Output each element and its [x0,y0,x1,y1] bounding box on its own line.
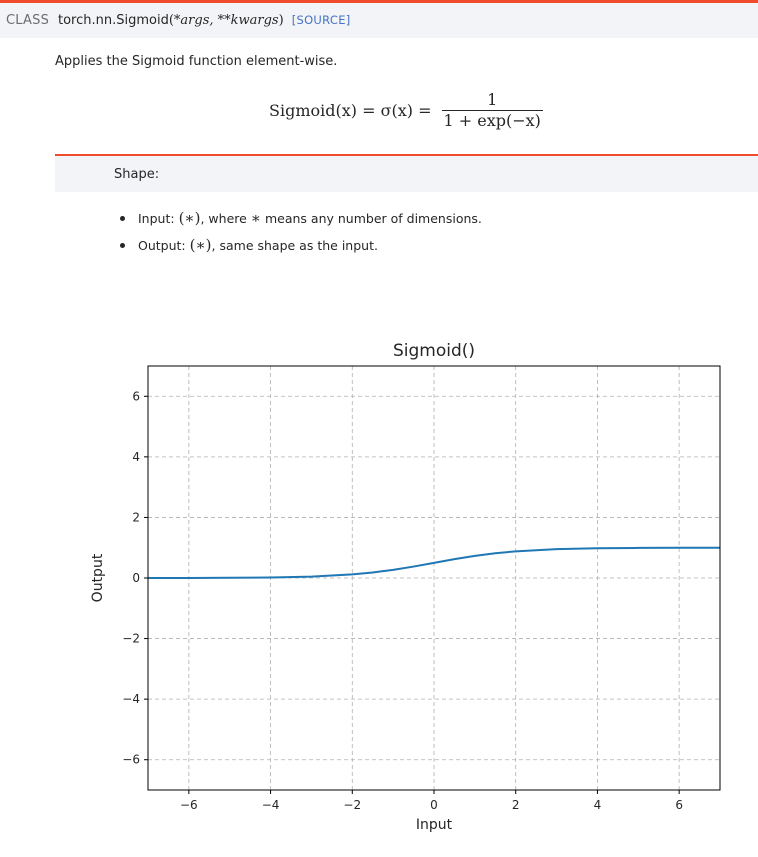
y-tick-label: −4 [122,692,140,707]
x-tick-label: −4 [261,798,280,812]
x-tick-label: −6 [180,798,198,812]
y-tick-label: 4 [132,449,140,464]
sigmoid-formula [269,90,543,131]
formula-fraction [442,90,543,131]
y-tick-label: −2 [122,631,140,646]
formula-numerator: 1 [487,90,498,109]
x-tick-label: 4 [593,798,602,812]
class-name: torch.nn.Sigmoid [58,13,169,28]
y-tick-label: 0 [132,571,140,585]
shape-section-header [55,154,758,192]
x-tick-label: −2 [343,798,362,812]
formula-denominator: 1 + exp(−x) [443,111,541,130]
y-tick-label: 2 [132,510,140,525]
shape-input-item: Input: (∗), where ∗ means any number of dimensions. [118,206,482,233]
y-tick-label: 6 [132,389,140,404]
x-tick-label: 2 [511,798,520,812]
class-keyword: CLASS [6,13,50,28]
description: Applies the Sigmoid function element-wise. [55,54,338,69]
x-tick-label: 6 [675,798,683,812]
y-tick-label: −6 [122,752,140,767]
y-axis-label: Output [90,553,106,603]
shape-list [118,206,482,260]
chart-title: Sigmoid() [392,341,476,361]
class-signature [0,0,758,38]
class-params: *args, **kwargs [173,13,279,28]
x-tick-label: 0 [430,798,438,812]
source-link[interactable]: [SOURCE] [291,13,351,27]
shape-output-item: Output: (∗), same shape as the input. [118,233,482,260]
formula-lhs: Sigmoid(x) = σ(x) = [269,101,432,120]
shape-label: Shape: [114,167,160,182]
class-name-line: torch.nn.Sigmoid(*args, **kwargs) [SOURCE] [58,13,351,28]
sigmoid-plot [0,320,758,857]
x-axis-label: Input [415,817,453,833]
